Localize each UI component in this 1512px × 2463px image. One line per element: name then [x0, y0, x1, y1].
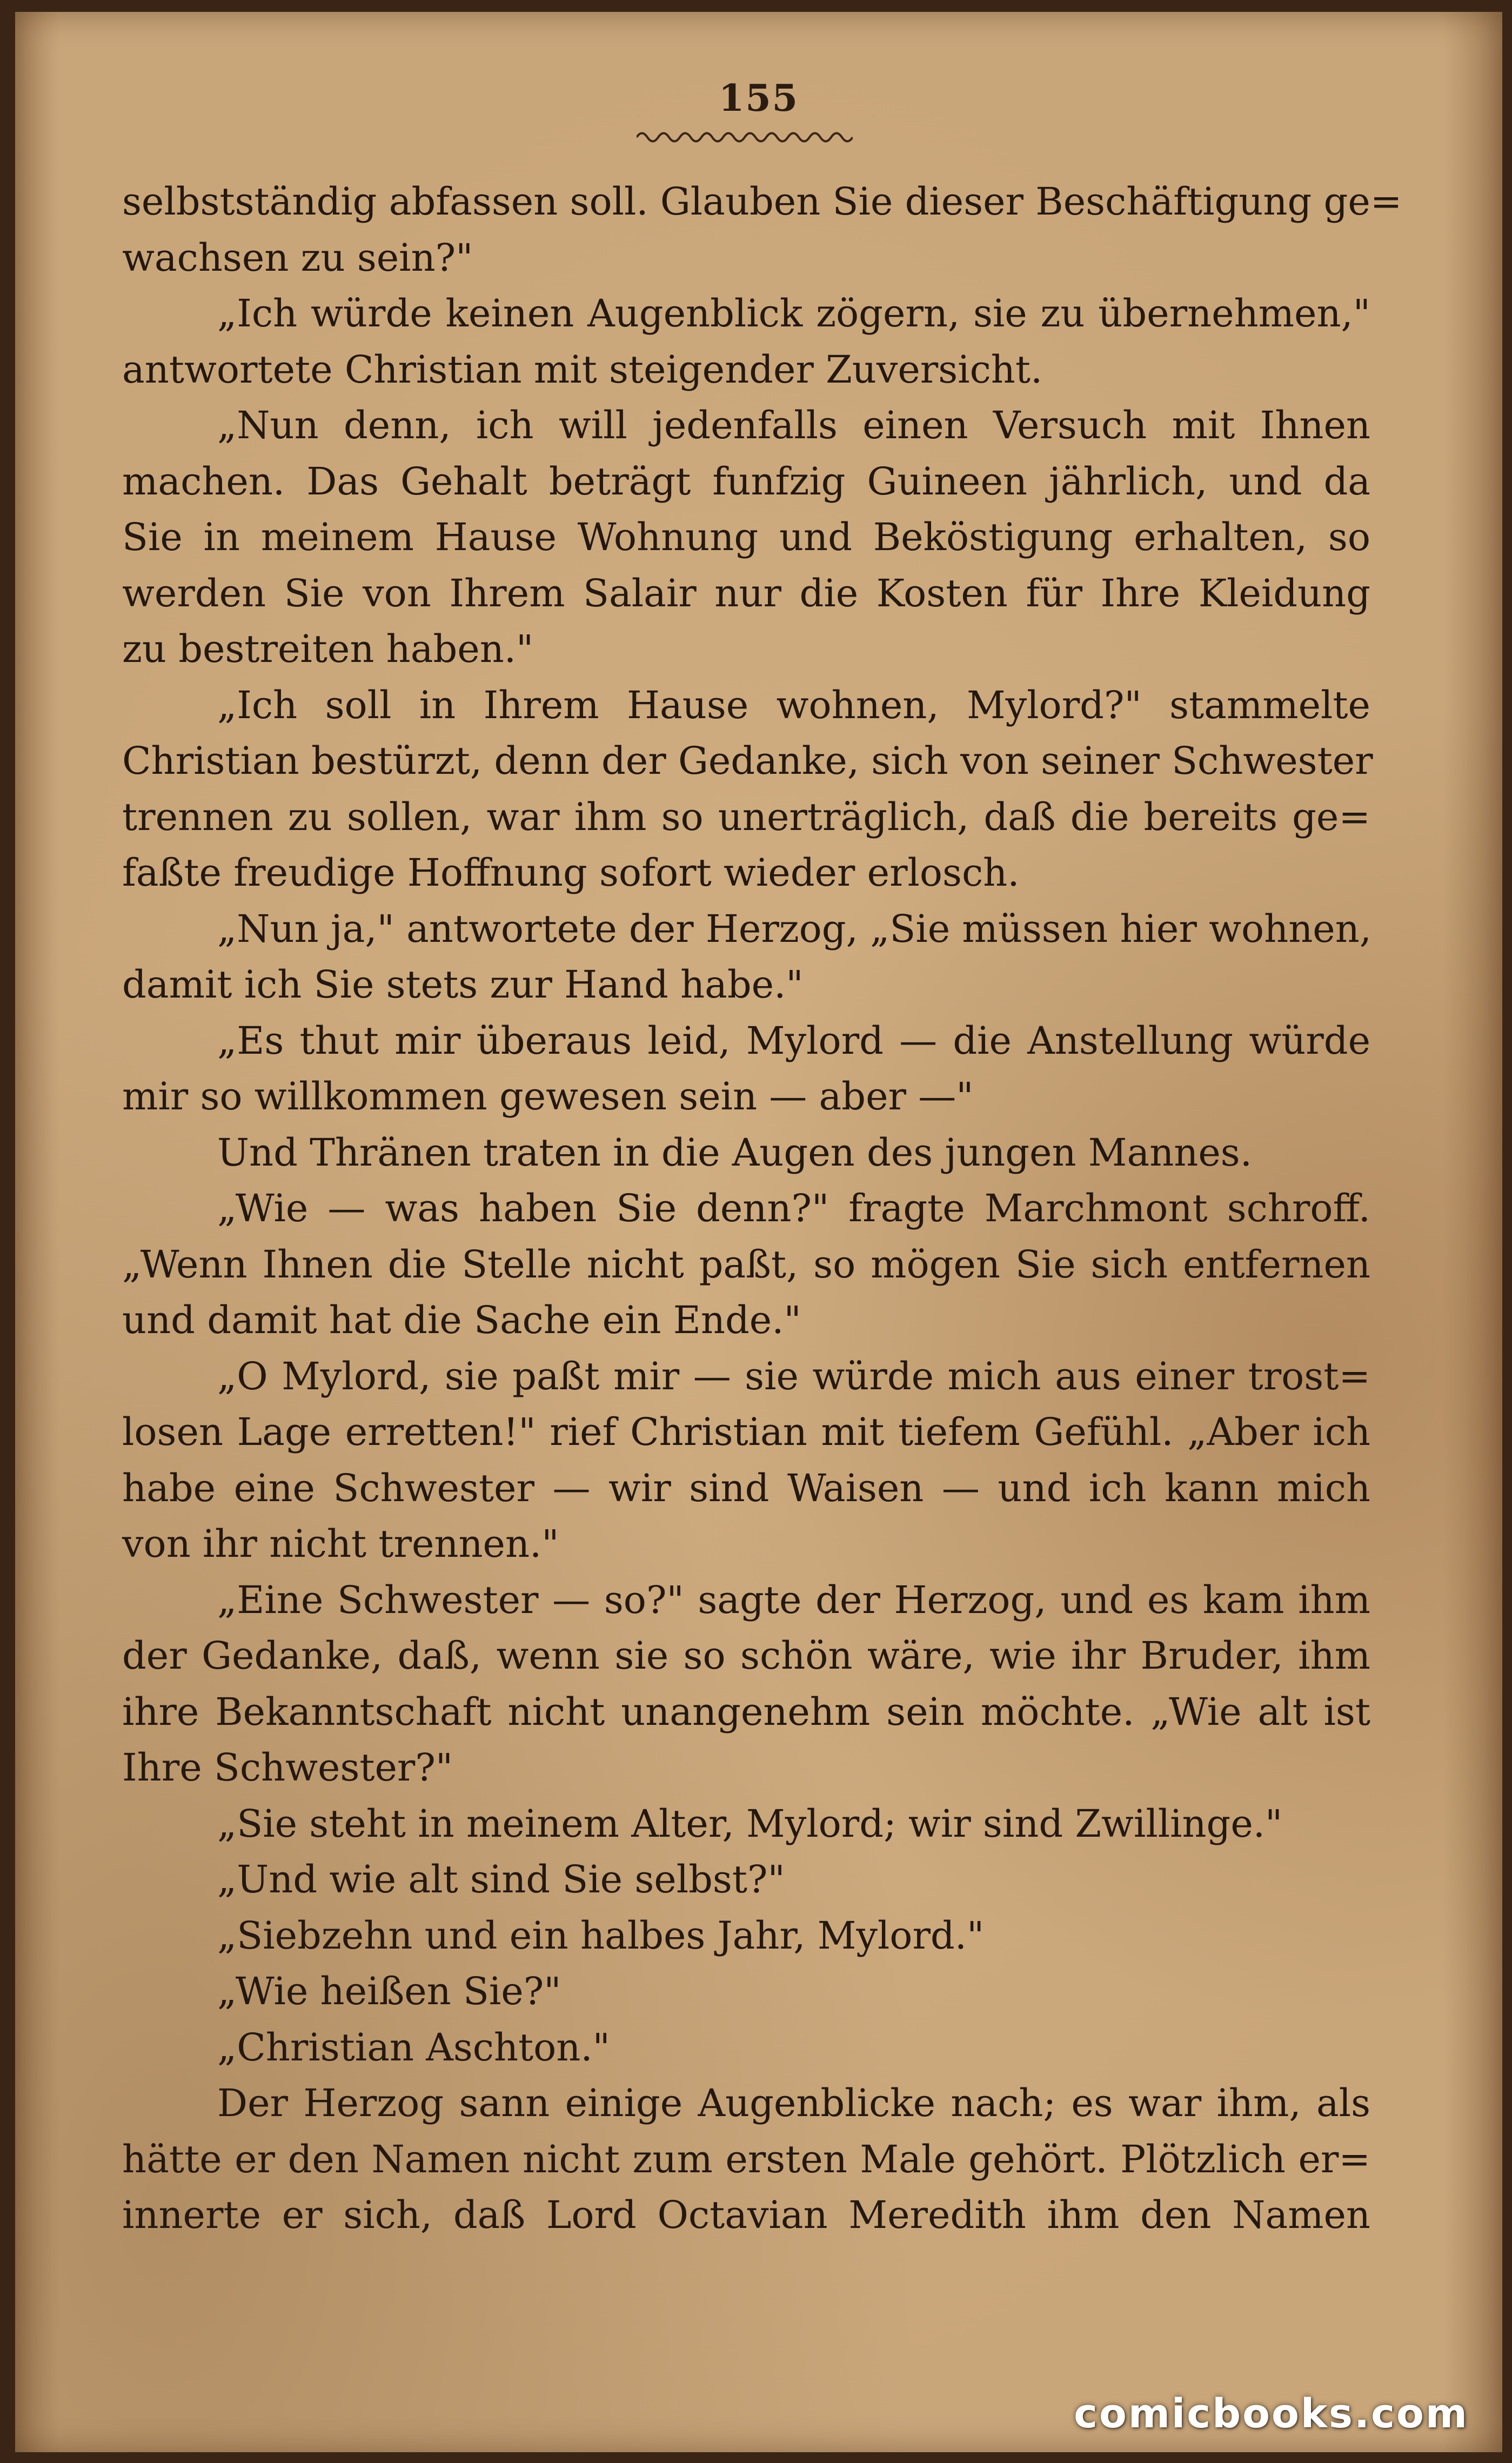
text-line: trennen zu sollen, war ihm so unerträglich, daß die bereits ge=: [122, 794, 1370, 839]
text-line: von ihr nicht trennen.": [122, 1522, 559, 1566]
text-line: „O Mylord, sie paßt mir — sie würde mich aus einer trost=: [217, 1354, 1370, 1398]
text-line: losen Lage erretten!" rief Christian mit tiefem Gefühl. „Aber ich: [122, 1410, 1370, 1454]
text-line: faßte freudige Hoffnung sofort wieder erlosch.: [122, 851, 1020, 895]
text-line: Christian bestürzt, denn der Gedanke, sich von seiner Schwester: [122, 739, 1373, 783]
text-line: wachsen zu sein?": [122, 235, 473, 280]
text-line: der Gedanke, daß, wenn sie so schön wäre, wie ihr Bruder, ihm: [122, 1634, 1370, 1678]
text-line: „Es thut mir überaus leid, Mylord — die Anstellung würde: [217, 1018, 1370, 1063]
text-line: antwortete Christian mit steigender Zuversicht.: [122, 347, 1043, 392]
watermark: comicbooks.com: [1074, 2391, 1469, 2437]
text-line: machen. Das Gehalt beträgt funfzig Guineen jährlich, und da: [122, 459, 1370, 504]
body-text: [122, 174, 1402, 2244]
text-line: hätte er den Namen nicht zum ersten Male gehört. Plötzlich er=: [122, 2137, 1370, 2181]
text-line: „Sie steht in meinem Alter, Mylord; wir sind Zwillinge.": [217, 1801, 1283, 1846]
text-line: selbstständig abfassen soll. Glauben Sie dieser Beschäftigung ge=: [122, 179, 1402, 224]
text-line: „Nun denn, ich will jedenfalls einen Versuch mit Ihnen: [217, 403, 1370, 447]
text-line: innerte er sich, daß Lord Octavian Meredith ihm den Namen: [122, 2193, 1370, 2237]
text-line: Und Thränen traten in die Augen des jungen Mannes.: [217, 1130, 1252, 1175]
text-line: zu bestreiten haben.": [122, 627, 534, 671]
text-line: „Christian Aschton.": [217, 2025, 610, 2070]
text-line: „Siebzehn und ein halbes Jahr, Mylord.": [217, 1913, 985, 1958]
text-line: Der Herzog sann einige Augenblicke nach; es war ihm, als: [217, 2081, 1370, 2125]
text-line: Ihre Schwester?": [122, 1745, 453, 1790]
text-line: „Ich soll in Ihrem Hause wohnen, Mylord?" stammelte: [217, 682, 1370, 727]
text-line: ihre Bekanntschaft nicht unangenehm sein möchte. „Wie alt ist: [122, 1689, 1370, 1734]
text-line: Sie in meinem Hause Wohnung und Beköstigung erhalten, so: [122, 515, 1370, 559]
page-number-ornament: [637, 126, 853, 143]
text-line: und damit hat die Sache ein Ende.": [122, 1298, 801, 1342]
text-line: „Nun ja," antwortete der Herzog, „Sie müssen hier wohnen,: [217, 906, 1372, 951]
text-line: damit ich Sie stets zur Hand habe.": [122, 962, 804, 1007]
text-line: werden Sie von Ihrem Salair nur die Kosten für Ihre Kleidung: [122, 571, 1370, 615]
text-line: mir so willkommen gewesen sein — aber —": [122, 1074, 974, 1119]
text-line: habe eine Schwester — wir sind Waisen — und ich kann mich: [122, 1465, 1370, 1510]
text-line: „Wie heißen Sie?": [217, 1969, 561, 2013]
text-line: „Ich würde keinen Augenblick zögern, sie zu übernehmen,": [217, 291, 1370, 336]
text-line: „Wie — was haben Sie denn?" fragte Marchmont schroff.: [217, 1186, 1370, 1230]
book-page: [15, 12, 1502, 2452]
text-line: „Und wie alt sind Sie selbst?": [217, 1857, 785, 1902]
text-line: „Wenn Ihnen die Stelle nicht paßt, so mögen Sie sich entfernen: [122, 1242, 1370, 1287]
text-line: „Eine Schwester — so?" sagte der Herzog, und es kam ihm: [217, 1577, 1370, 1622]
page-number: 155: [719, 77, 799, 120]
